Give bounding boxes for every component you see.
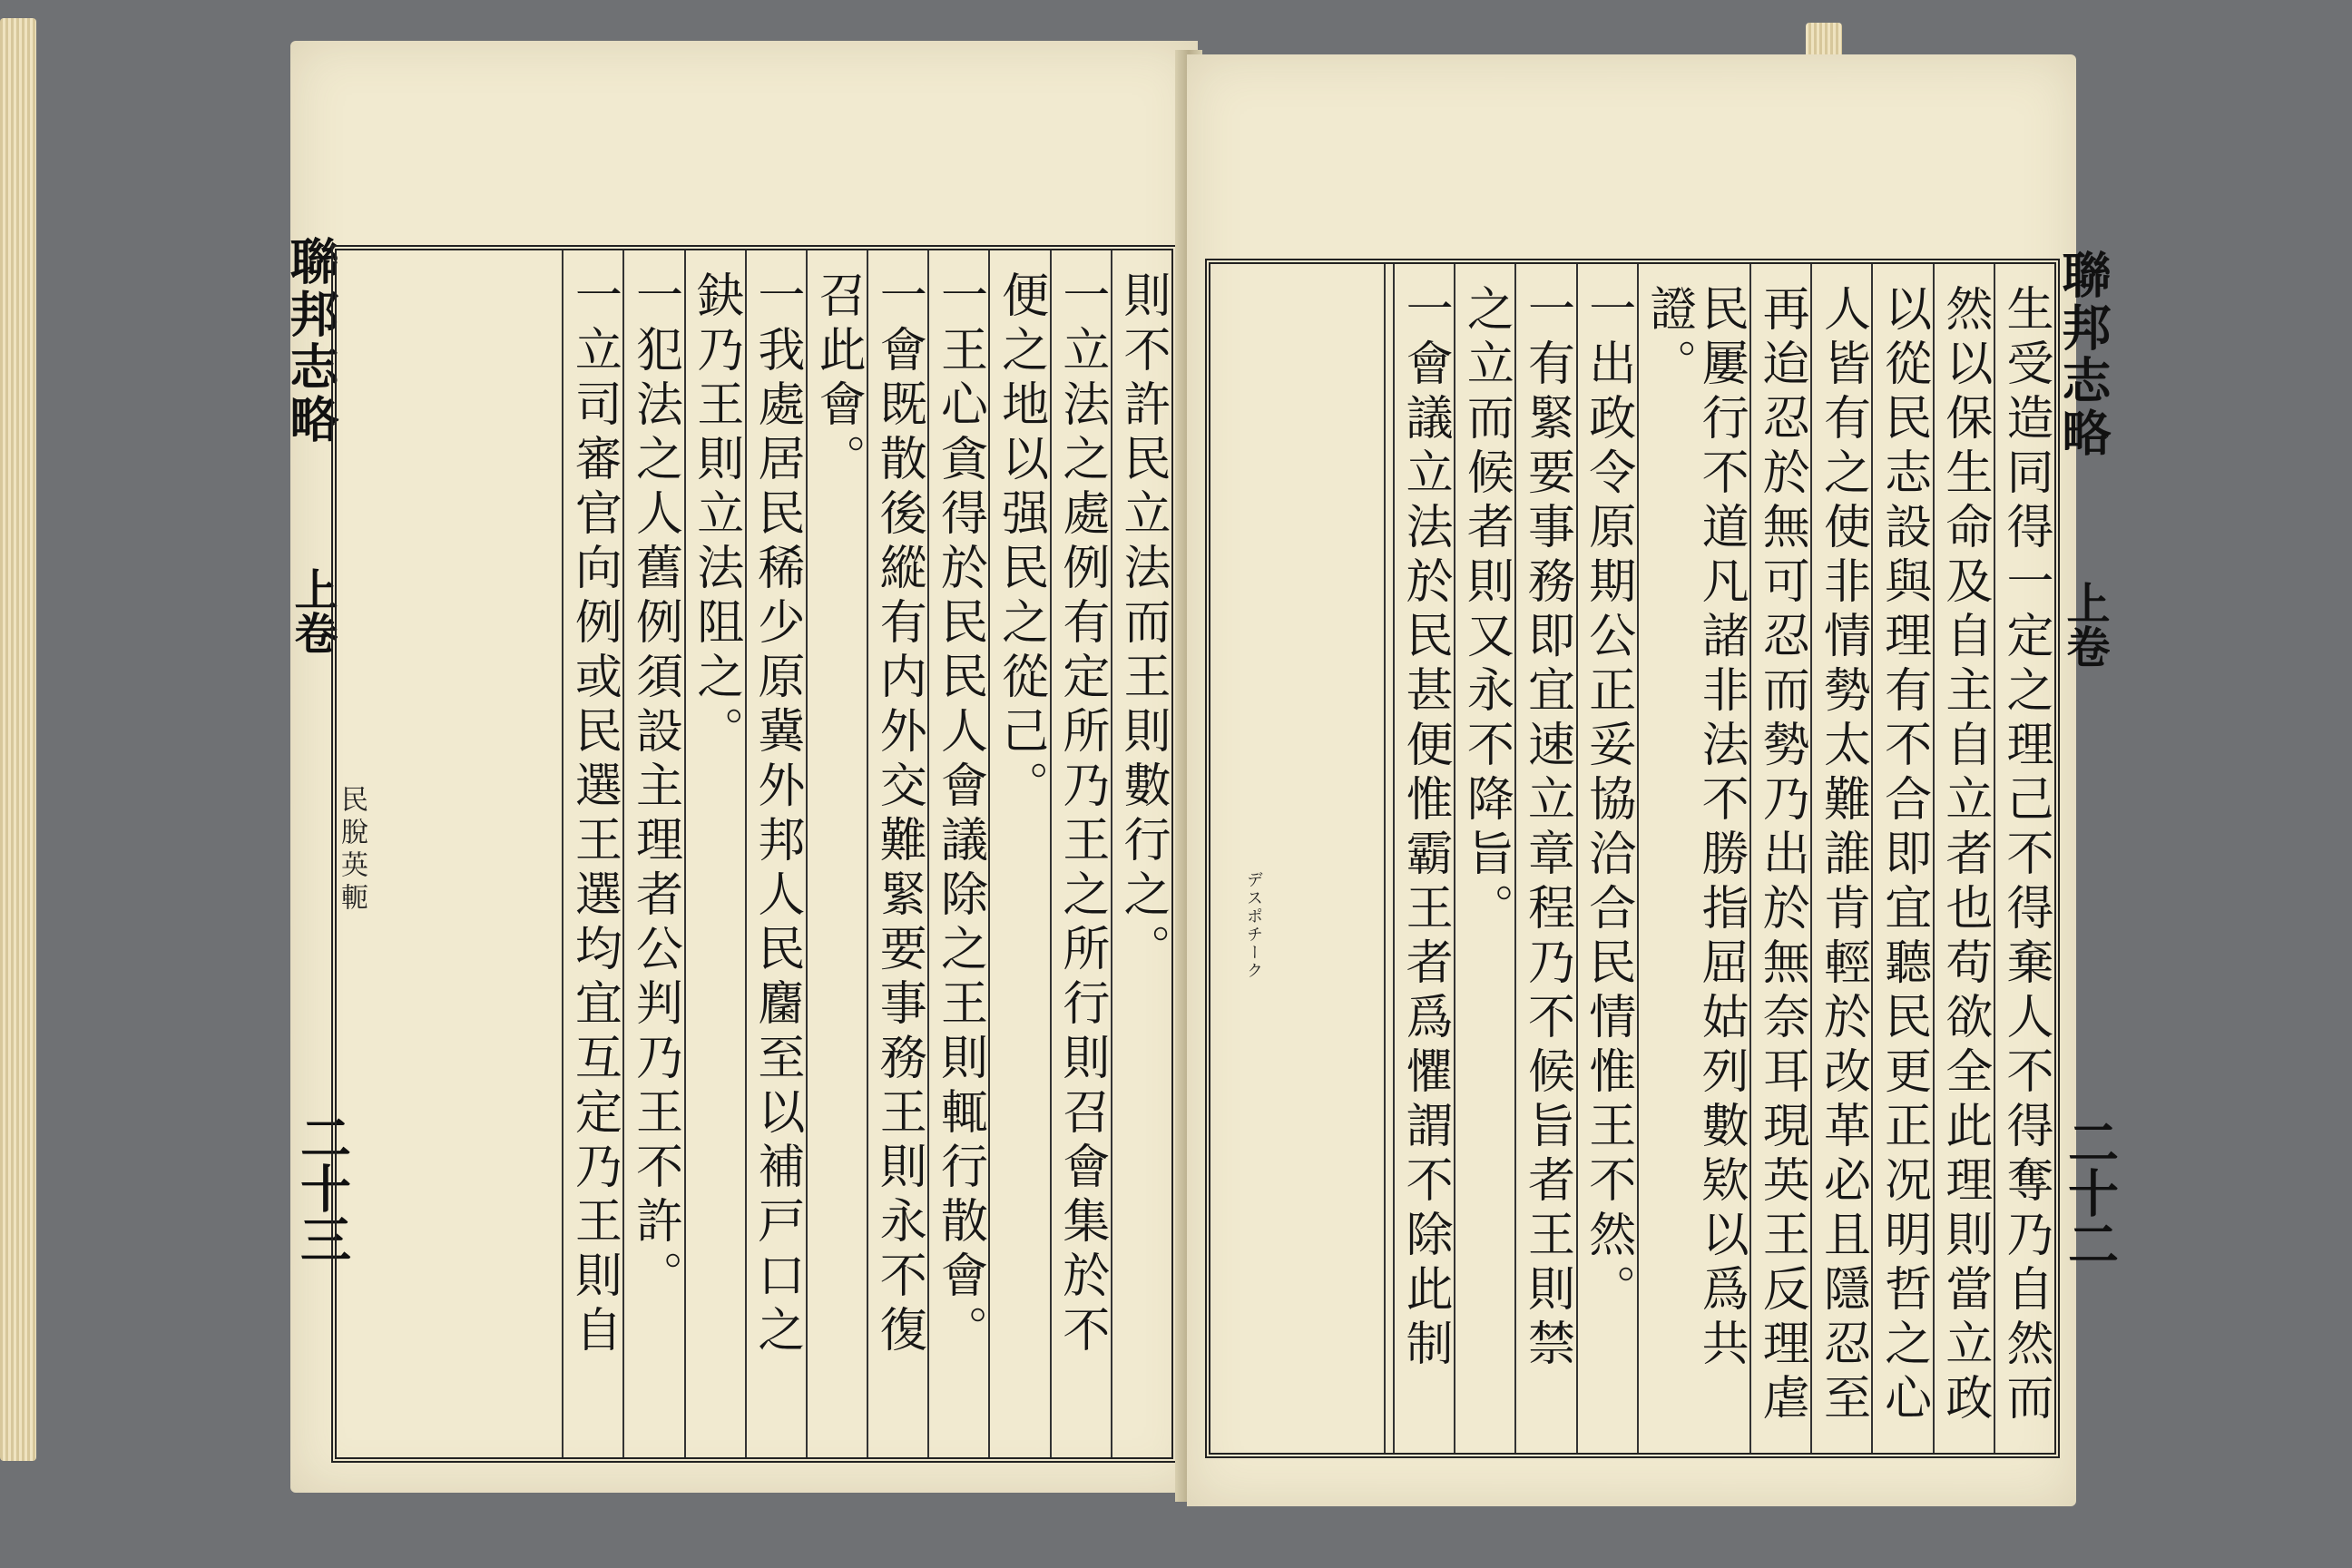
text-column: 一會議立法於民甚便惟霸王者爲懼謂不除此制 — [1393, 264, 1454, 1453]
left-page — [282, 41, 1198, 1493]
text-column: 召此會。 — [806, 250, 867, 1457]
left-folio-number: 二十三 — [292, 1112, 352, 1264]
text-column: 一犯法之人舊例須設主理者公判乃王不許。 — [622, 250, 683, 1457]
text-column: 鈌乃王則立法阻之。 — [684, 250, 745, 1457]
right-margin-title: 聯邦志略 — [2054, 250, 2112, 460]
text-column: 一會既散後縱有内外交難緊要事務王則永不復 — [867, 250, 927, 1457]
open-book — [263, 41, 2120, 1524]
katakana-gloss: デスポチーク — [1244, 871, 1263, 980]
text-column: 民屢行不道凡諸非法不勝指屈姑列數欵以爲共證。 — [1637, 264, 1749, 1453]
right-text-frame — [1205, 259, 2060, 1458]
text-column: 然以保生命及自主自立者也苟欲全此理則當立政 — [1933, 264, 1994, 1453]
text-column: 則不許民立法而王則數行之。 — [1111, 250, 1171, 1457]
text-column: 一立法之處例有定所乃王之所行則召會集於不 — [1050, 250, 1111, 1457]
left-text-frame — [331, 245, 1177, 1463]
text-column: 一有緊要事務即宜速立章程乃不候旨者王則禁 — [1514, 264, 1575, 1453]
text-column: 一我處居民稀少原冀外邦人民麕至以補戸口之 — [745, 250, 806, 1457]
text-column: 便之地以强民之從己。 — [988, 250, 1049, 1457]
left-header-note: 民脫英軛 — [336, 785, 368, 916]
text-column: 以從民志設與理有不合即宜聽民更正况明哲之心 — [1871, 264, 1932, 1453]
text-column: 一立司審官向例或民選王選均宜互定乃王則自 — [562, 250, 622, 1457]
text-column: 之立而候者則又永不降旨。 — [1454, 264, 1514, 1453]
text-column: 生受造同得一定之理己不得棄人不得奪乃自然而 — [1994, 264, 2054, 1453]
left-margin-title: 聯邦志略 — [282, 236, 340, 446]
empty-column — [1384, 264, 1393, 1453]
right-volume-label: 上卷 — [2059, 581, 2110, 668]
left-volume-label: 上卷 — [287, 567, 338, 654]
left-page-edges — [0, 18, 36, 1461]
text-column: 再迨忍於無可忍而勢乃出於無奈耳現英王反理虐 — [1749, 264, 1810, 1453]
text-column: 一王心貪得於民民人會議除之王則輒行散會。 — [927, 250, 988, 1457]
right-folio-number: 二十二 — [2060, 1116, 2120, 1269]
right-page — [1187, 54, 2120, 1506]
text-column: 人皆有之使非情勢太難誰肯輕於改革必且隱忍至 — [1810, 264, 1871, 1453]
text-column: 一出政令原期公正妥協洽合民情惟王不然。 — [1576, 264, 1637, 1453]
